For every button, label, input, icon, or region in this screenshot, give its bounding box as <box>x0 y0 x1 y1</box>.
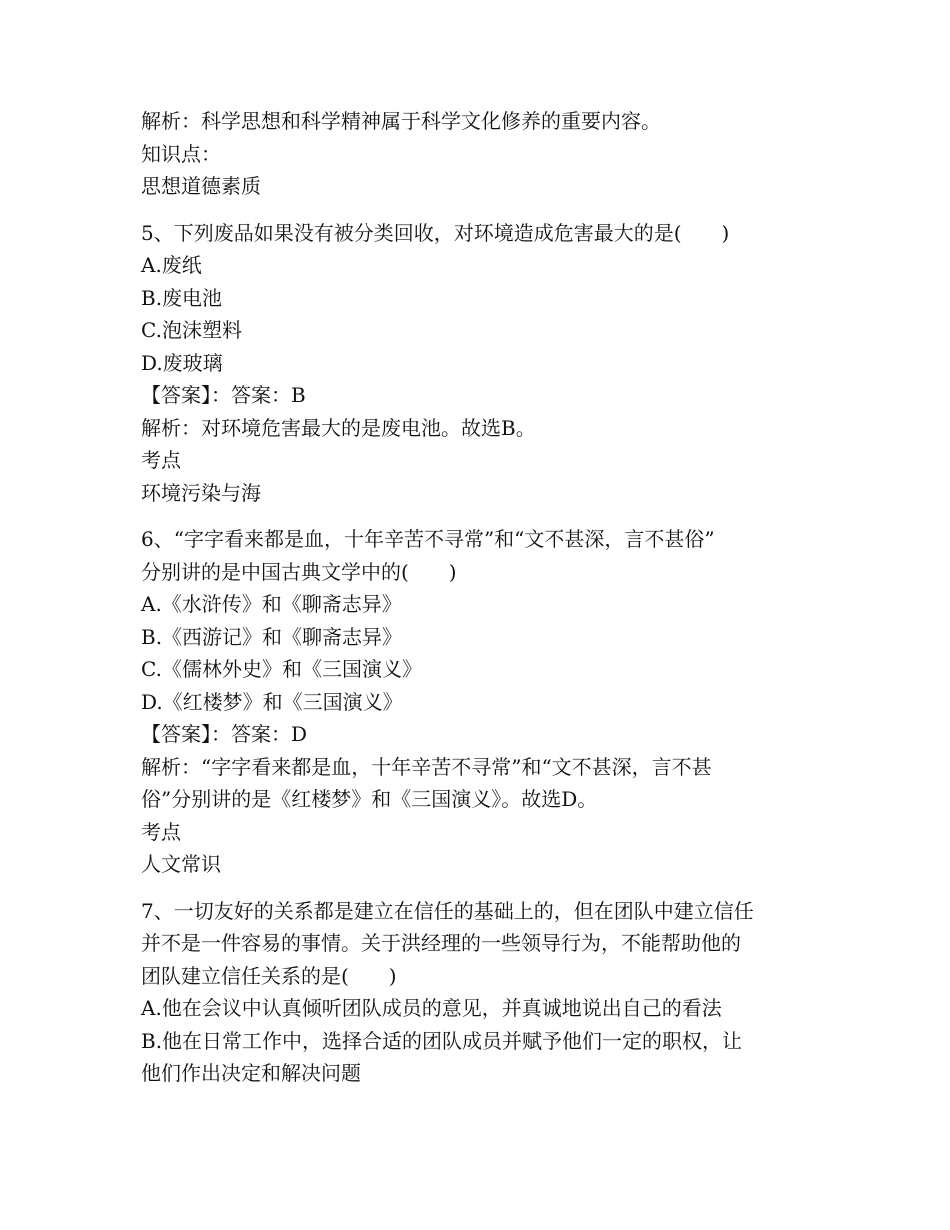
question-6-stem-line-2: 分别讲的是中国古典文学中的( ) <box>141 559 457 584</box>
question-6-analysis-line-2: 俗”分别讲的是《红楼梦》和《三国演义》。故选D。 <box>141 787 598 811</box>
question-5-option-a: A.废纸 <box>141 253 202 277</box>
question-6-option-d: D.《红楼梦》和《三国演义》 <box>141 689 403 714</box>
question-7-option-b-line-2: 他们作出决定和解决问题 <box>141 1061 361 1085</box>
question-6-analysis-line-1: 解析：“字字看来都是血，十年辛苦不寻常”和“文不甚深，言不甚 <box>141 754 712 779</box>
question-6-stem-line-1: 6、“字字看来都是血，十年辛苦不寻常”和“文不甚深，言不甚俗” <box>141 527 715 551</box>
question-5-option-b: B.废电池 <box>141 285 223 310</box>
question-6-answer: 【答案】：答案：D <box>141 722 308 746</box>
question-7-option-b-line-1: B.他在日常工作中，选择合适的团队成员并赋予他们一定的职权，让 <box>141 1028 743 1053</box>
question-7-stem-line-1: 7、一切友好的关系都是建立在信任的基础上的，但在团队中建立信任 <box>141 898 754 923</box>
question-5-option-c: C.泡沫塑料 <box>141 318 242 342</box>
question-5-topic-label: 考点 <box>141 448 181 472</box>
question-6-option-a: A.《水浒传》和《聊斋志异》 <box>141 592 402 616</box>
question-7-option-a: A.他在会议中认真倾听团队成员的意见，并真诚地说出自己的看法 <box>141 996 722 1020</box>
question-5-option-d: D.废玻璃 <box>141 350 223 375</box>
question-6-topic-label: 考点 <box>141 819 181 844</box>
question-5-analysis: 解析：对环境危害最大的是废电池。故选B。 <box>141 415 536 440</box>
page-content <box>141 105 821 1090</box>
question-7-stem-line-3: 团队建立信任关系的是( ) <box>141 963 397 988</box>
question-5-topic-value: 环境污染与海 <box>141 480 261 505</box>
knowledge-label: 知识点： <box>141 141 221 166</box>
analysis-text: 解析：科学思想和科学精神属于科学文化修养的重要内容。 <box>141 109 661 133</box>
question-5-stem: 5、下列废品如果没有被分类回收，对环境造成危害最大的是( ) <box>141 220 730 245</box>
question-6-option-c: C.《儒林外史》和《三国演义》 <box>141 657 422 681</box>
question-7-stem-line-2: 并不是一件容易的事情。关于洪经理的一些领导行为，不能帮助他的 <box>141 931 741 955</box>
question-6-topic-value: 人文常识 <box>141 852 221 876</box>
question-6-option-b: B.《西游记》和《聊斋志异》 <box>141 624 403 649</box>
question-5-answer: 【答案】：答案：B <box>141 383 306 407</box>
knowledge-value: 思想道德素质 <box>141 174 261 198</box>
